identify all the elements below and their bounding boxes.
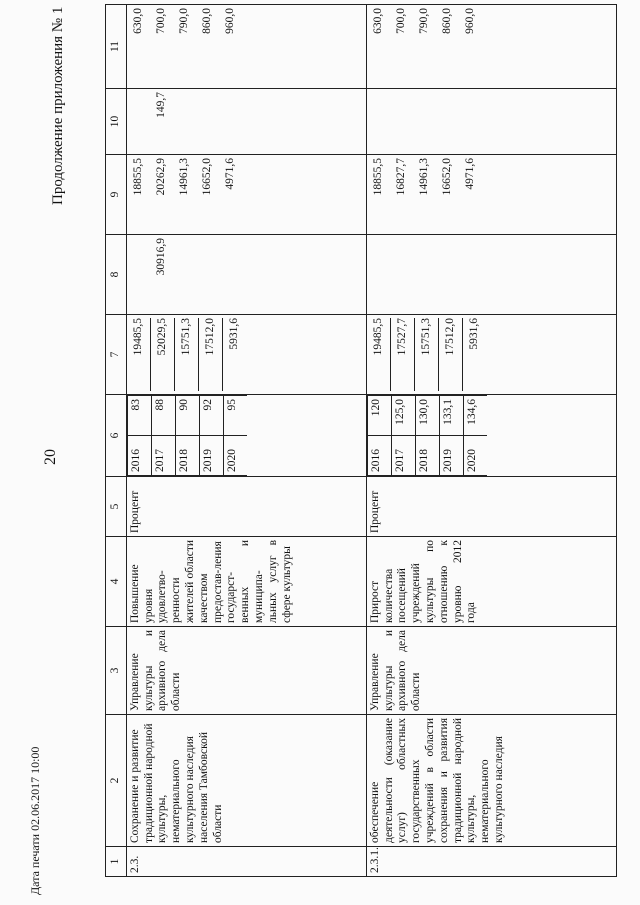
- row-name: обеспечение деятельности (оказание услуг) областных государственных учреждений в области сохранения и развития традиционной народной культуры, нематериального культурного наследия: [366, 715, 616, 847]
- row-indicator: Повышение уровня удовлетво-ренности жителей области качеством предостав-ления государст-венных и муниципа-льных услуг в сфере культуры: [126, 537, 366, 627]
- value: 52029,5: [151, 318, 175, 391]
- column-header: 10: [106, 89, 127, 155]
- year: 2017: [151, 436, 175, 476]
- column-header: 5: [106, 477, 127, 537]
- column-header: 1: [106, 847, 127, 877]
- year: 2019: [439, 436, 463, 476]
- year-value: 88: [151, 396, 175, 436]
- col9-values: [366, 155, 616, 235]
- appendix-title: Продолжение приложения № 1: [50, 6, 66, 205]
- column-header: 2: [106, 715, 127, 847]
- col7-values: [366, 315, 616, 395]
- year-value: 130,0: [415, 396, 439, 436]
- print-date: Дата печати 02.06.2017 10:00: [28, 746, 42, 895]
- year-value: 90: [175, 396, 199, 436]
- year: 2017: [391, 436, 415, 476]
- value: [127, 92, 150, 151]
- value: 5931,6: [227, 318, 240, 350]
- data-table: [105, 4, 617, 877]
- value: 790,0: [417, 8, 430, 34]
- years-values: [366, 395, 616, 477]
- year: 2020: [463, 436, 487, 476]
- row-indicator: Прирост количества посещений учреждений культуры по отношению к уровню 2012 года: [366, 537, 616, 627]
- row-executor: Управление культуры и архивного дела области: [126, 627, 366, 715]
- column-header: 4: [106, 537, 127, 627]
- value: [127, 238, 150, 311]
- year-value: 95: [223, 396, 247, 436]
- page-number: 20: [42, 449, 59, 465]
- column-header: 6: [106, 395, 127, 477]
- value: 15751,3: [415, 318, 439, 391]
- value: 860,0: [200, 8, 213, 34]
- col10-values: [126, 89, 366, 155]
- row-name: Сохранение и развитие традиционной народной культуры, нематериального культурного наследия населения Тамбовской области: [126, 715, 366, 847]
- col7-values: [126, 315, 366, 395]
- header-row: [106, 5, 127, 877]
- col9-values: [126, 155, 366, 235]
- row-unit: Процент: [366, 477, 616, 537]
- value: 860,0: [440, 8, 453, 34]
- col10-values: [366, 89, 616, 155]
- value: 30916,9: [154, 238, 167, 276]
- value: 630,0: [131, 8, 144, 34]
- value: 700,0: [394, 8, 407, 34]
- column-header: 3: [106, 627, 127, 715]
- year-value: 120: [367, 396, 391, 436]
- row-number: 2.3.1.: [366, 847, 616, 877]
- year-value: 125,0: [391, 396, 415, 436]
- value: 19485,5: [127, 318, 151, 391]
- value: 15751,3: [175, 318, 199, 391]
- value: 630,0: [371, 8, 384, 34]
- column-header: 9: [106, 155, 127, 235]
- year: 2019: [199, 436, 223, 476]
- column-header: 7: [106, 315, 127, 395]
- value: 16652,0: [200, 158, 213, 196]
- year-value: 134,6: [463, 396, 487, 436]
- value: 17512,0: [199, 318, 223, 391]
- year-value: 83: [127, 396, 151, 436]
- year-value: 92: [199, 396, 223, 436]
- value: 18855,5: [371, 158, 384, 196]
- value: 14961,3: [177, 158, 190, 196]
- col11-values: [126, 5, 366, 89]
- table-row: [126, 5, 366, 877]
- value: 4971,6: [463, 158, 476, 190]
- value: 149,7: [154, 92, 167, 118]
- value: 960,0: [463, 8, 476, 34]
- value: 960,0: [223, 8, 236, 34]
- table-row: [366, 5, 616, 877]
- column-header: 11: [106, 5, 127, 89]
- value: 16827,7: [394, 158, 407, 196]
- col8-values: [126, 235, 366, 315]
- years-values: [126, 395, 366, 477]
- year: 2016: [127, 436, 151, 476]
- value: 5931,6: [467, 318, 480, 350]
- year: 2018: [415, 436, 439, 476]
- value: 16652,0: [440, 158, 453, 196]
- row-number: 2.3.: [126, 847, 366, 877]
- year-value: 133,1: [439, 396, 463, 436]
- value: 14961,3: [417, 158, 430, 196]
- value: 700,0: [154, 8, 167, 34]
- column-header: 8: [106, 235, 127, 315]
- row-executor: Управление культуры и архивного дела области: [366, 627, 616, 715]
- row-unit: Процент: [126, 477, 366, 537]
- value: 19485,5: [367, 318, 391, 391]
- value: 17512,0: [439, 318, 463, 391]
- value: 17527,7: [391, 318, 415, 391]
- value: 4971,6: [223, 158, 236, 190]
- year: 2016: [367, 436, 391, 476]
- col8-values: [366, 235, 616, 315]
- value: 18855,5: [131, 158, 144, 196]
- col11-values: [366, 5, 616, 89]
- value: 790,0: [177, 8, 190, 34]
- value: 20262,9: [154, 158, 167, 196]
- year: 2018: [175, 436, 199, 476]
- year: 2020: [223, 436, 247, 476]
